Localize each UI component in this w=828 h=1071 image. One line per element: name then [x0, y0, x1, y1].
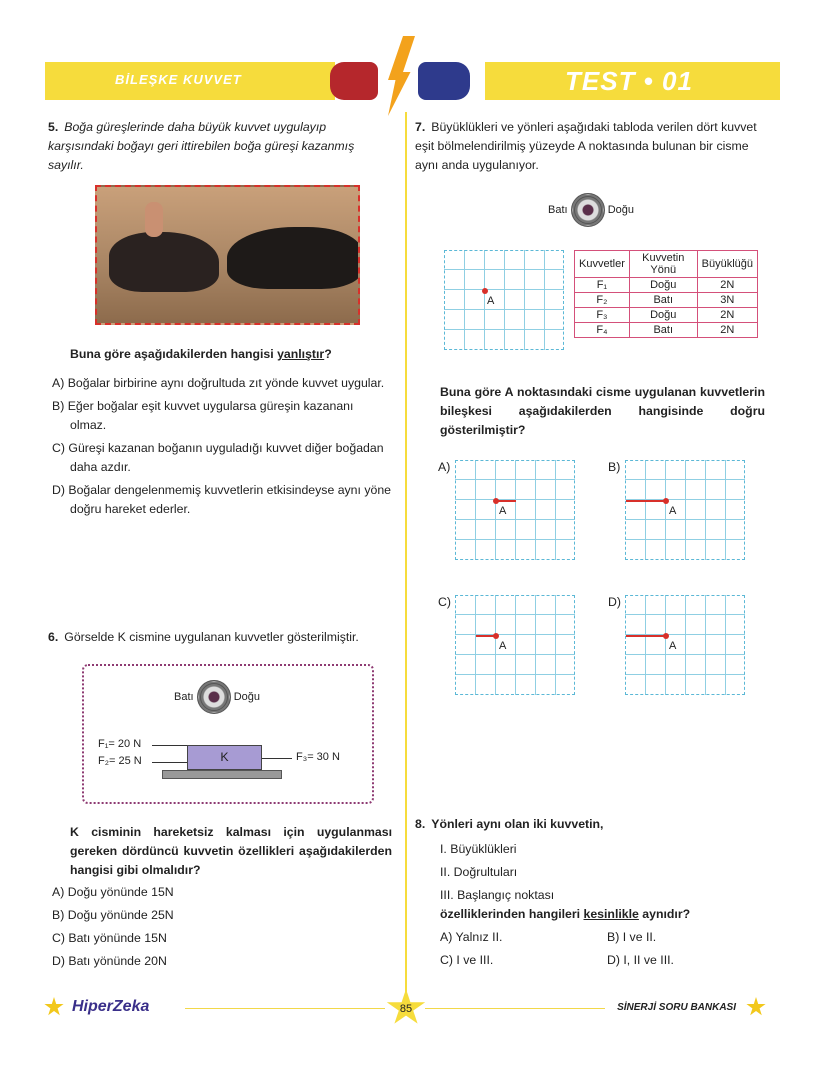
cell: 2N [697, 323, 757, 338]
column-divider [405, 112, 407, 992]
q8-option-d[interactable]: D) I, II ve III. [607, 953, 674, 967]
q6-figure [82, 664, 374, 804]
q5-option-c[interactable]: C) Güreşi kazanan boğanın uyguladığı kuvvet diğer boğadan daha azdır. [52, 441, 384, 474]
forces-table [574, 250, 758, 338]
cell: F₄ [575, 323, 630, 338]
compass-icon [197, 680, 231, 714]
block-k: K [187, 745, 262, 770]
q7-text: 7. Büyüklükleri ve yönleri aşağıdaki tabloda verilen dört kuvvet eşit bölmelendirilmiş yüzeyde A noktasında bulunan bir cisme aynı anda uygulanıyor. [415, 120, 757, 172]
f3-label: F₃= 30 N [296, 751, 340, 763]
q6-option-b[interactable]: B) Doğu yönünde 25N [52, 908, 174, 922]
header-band-left [45, 62, 335, 100]
footer-line [425, 1008, 605, 1009]
point-a-label: A [499, 505, 507, 517]
lightning-icon [385, 36, 415, 116]
resultant-arrow [626, 500, 666, 502]
q7-option-grid[interactable] [455, 460, 575, 560]
q5-option-a[interactable]: A) Boğalar birbirine aynı doğrultuda zıt yönde kuvvet uygular. [52, 376, 385, 390]
publisher-logo: HiperZeka [72, 998, 150, 1015]
point-a-dot [493, 633, 499, 639]
q6-option-c[interactable]: C) Batı yönünde 15N [52, 931, 167, 945]
q5-option-d[interactable]: D) Boğalar dengelenmemiş kuvvetlerin etkisindeyse aynı yöne doğru hareket ederler. [52, 483, 392, 516]
cell: 3N [697, 293, 757, 308]
west-label: Batı [548, 203, 568, 216]
header-cell: Kuvvetin Yönü [629, 251, 697, 278]
f2-arrow [152, 762, 187, 763]
header-cell: Büyüklüğü [697, 251, 757, 278]
table-row [575, 278, 758, 293]
resultant-arrow [626, 635, 666, 637]
q5-options [52, 374, 392, 523]
table-row [575, 323, 758, 338]
compass [174, 680, 260, 714]
q8-item: III. Başlangıç noktası [440, 888, 555, 902]
q7-option-grid[interactable] [625, 460, 745, 560]
table-row [575, 293, 758, 308]
series-name: SİNERJİ SORU BANKASI [617, 1002, 736, 1013]
point-a-label: A [487, 295, 495, 307]
f1-arrow [152, 745, 187, 746]
header-cell: Kuvvetler [575, 251, 630, 278]
q8-option-c[interactable]: C) I ve III. [440, 953, 494, 967]
blue-glove-icon [418, 62, 470, 100]
east-label: Doğu [607, 203, 634, 216]
header-band-right [485, 62, 780, 100]
point-a-dot [493, 498, 499, 504]
point-a-label: A [669, 505, 677, 517]
q5-text: 5. Boğa güreşlerinde daha büyük kuvvet uygulayıp karşısındaki boğayı geri ittirebilen boğa güreşi kazanmış sayılır. [48, 120, 355, 172]
q8-item: I. Büyüklükleri [440, 842, 517, 856]
q6-prompt: K cisminin hareketsiz kalması için uygulanması gereken dördüncü kuvvetin özellikleri aşağıdakilerden hangisi gibi olmalıdır? [70, 825, 392, 877]
star-icon [746, 997, 766, 1017]
q6-option-a[interactable]: A) Doğu yönünde 15N [52, 885, 174, 899]
cell: Batı [629, 293, 697, 308]
f1-label: F₁= 20 N [98, 738, 142, 750]
q6-option-d[interactable]: D) Batı yönünde 20N [52, 954, 167, 968]
topic-title: BİLEŞKE KUVVET [115, 72, 242, 87]
q7-option-grid[interactable] [455, 595, 575, 695]
q5-prompt: Buna göre aşağıdakilerden hangisi yanlıştır? [70, 347, 332, 361]
q8-items [440, 838, 554, 907]
cell: Doğu [629, 278, 697, 293]
cell: F₂ [575, 293, 630, 308]
point-a-dot [663, 498, 669, 504]
surface [162, 770, 282, 779]
red-glove-icon [330, 62, 378, 100]
q7-option-label[interactable]: A) [438, 460, 451, 474]
star-icon [44, 997, 64, 1017]
q7-compass [548, 193, 634, 227]
q8-item: II. Doğrultuları [440, 865, 518, 879]
cell: 2N [697, 308, 757, 323]
q6-text: 6. Görselde K cismine uygulanan kuvvetler gösterilmiştir. [48, 630, 359, 644]
bull-photo [95, 185, 360, 325]
q7-option-grid[interactable] [625, 595, 745, 695]
cell: F₃ [575, 308, 630, 323]
page-number: 85 [399, 1003, 413, 1015]
table-row [575, 308, 758, 323]
q7-option-label[interactable]: B) [608, 460, 621, 474]
q8-prompt: özelliklerinden hangileri kesinlikle aynıdır? [440, 907, 691, 921]
point-a-dot [482, 288, 488, 294]
q6-options [52, 883, 392, 975]
f2-label: F₂= 25 N [98, 755, 142, 767]
west-label: Batı [174, 690, 194, 703]
q8-option-a[interactable]: A) Yalnız II. [440, 930, 503, 944]
point-a-dot [663, 633, 669, 639]
q8-option-b[interactable]: B) I ve II. [607, 930, 657, 944]
q7-option-label[interactable]: D) [608, 595, 621, 609]
q5-option-b[interactable]: B) Eğer boğalar eşit kuvvet uygularsa güreşin kazananı olmaz. [52, 399, 354, 432]
test-title: TEST • 01 [565, 66, 693, 96]
q7-option-label[interactable]: C) [438, 595, 451, 609]
q7-grid [444, 250, 564, 350]
q7-prompt: Buna göre A noktasındaki cisme uygulanan kuvvetlerin bileşkesi aşağıdakilerden hangisinde doğru gösterilmiştir? [440, 385, 765, 437]
compass-icon [571, 193, 605, 227]
cell: F₁ [575, 278, 630, 293]
footer-line [185, 1008, 385, 1009]
table-header [575, 251, 758, 278]
point-a-label: A [669, 640, 677, 652]
cell: Batı [629, 323, 697, 338]
resultant-arrow [496, 500, 516, 502]
q8-text: 8. Yönleri aynı olan iki kuvvetin, [415, 817, 604, 831]
f3-arrow [262, 758, 292, 759]
cell: Doğu [629, 308, 697, 323]
point-a-label: A [499, 640, 507, 652]
east-label: Doğu [233, 690, 260, 703]
cell: 2N [697, 278, 757, 293]
